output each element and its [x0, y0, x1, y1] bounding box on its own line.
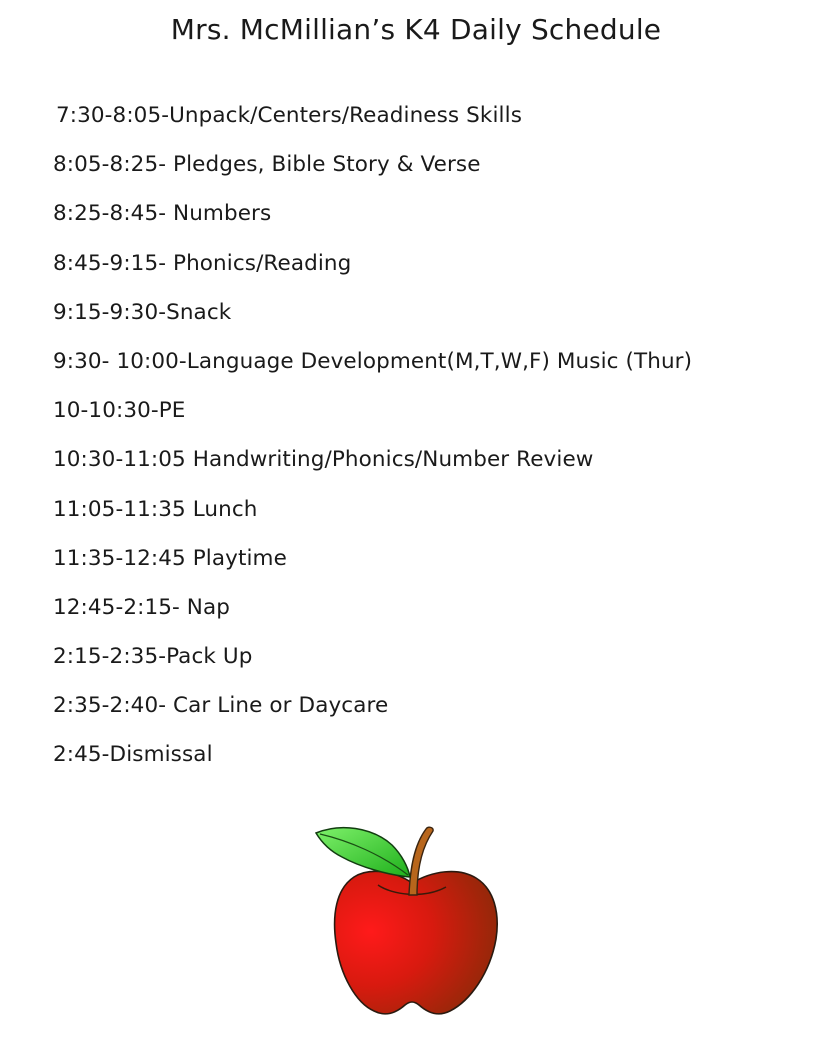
schedule-item: 9:30- 10:00-Language Development(M,T,W,F) Music (Thur)	[53, 348, 693, 374]
schedule-item: 11:35-12:45 Playtime	[53, 545, 287, 571]
schedule-item: 9:15-9:30-Snack	[53, 299, 232, 325]
schedule-list	[53, 96, 692, 785]
schedule-item: 7:30-8:05-Unpack/Centers/Readiness Skills	[56, 103, 522, 128]
schedule-item: 12:45-2:15- Nap	[53, 594, 230, 620]
schedule-item: 10-10:30-PE	[53, 398, 186, 424]
apple-icon	[300, 815, 520, 1025]
schedule-item: 8:05-8:25- Pledges, Bible Story & Verse	[53, 152, 481, 178]
schedule-item: 8:45-9:15- Phonics/Reading	[53, 250, 352, 276]
schedule-item: 2:45-Dismissal	[53, 742, 213, 768]
page-title: Mrs. McMillian’s K4 Daily Schedule	[170, 13, 662, 46]
apple-leaf	[316, 828, 410, 877]
schedule-item: 11:05-11:35 Lunch	[53, 496, 258, 522]
schedule-item: 2:35-2:40- Car Line or Daycare	[53, 693, 389, 719]
schedule-item: 8:25-8:45- Numbers	[53, 201, 272, 227]
schedule-item: 2:15-2:35-Pack Up	[53, 644, 253, 670]
schedule-item: 10:30-11:05 Handwriting/Phonics/Number Review	[53, 447, 594, 473]
